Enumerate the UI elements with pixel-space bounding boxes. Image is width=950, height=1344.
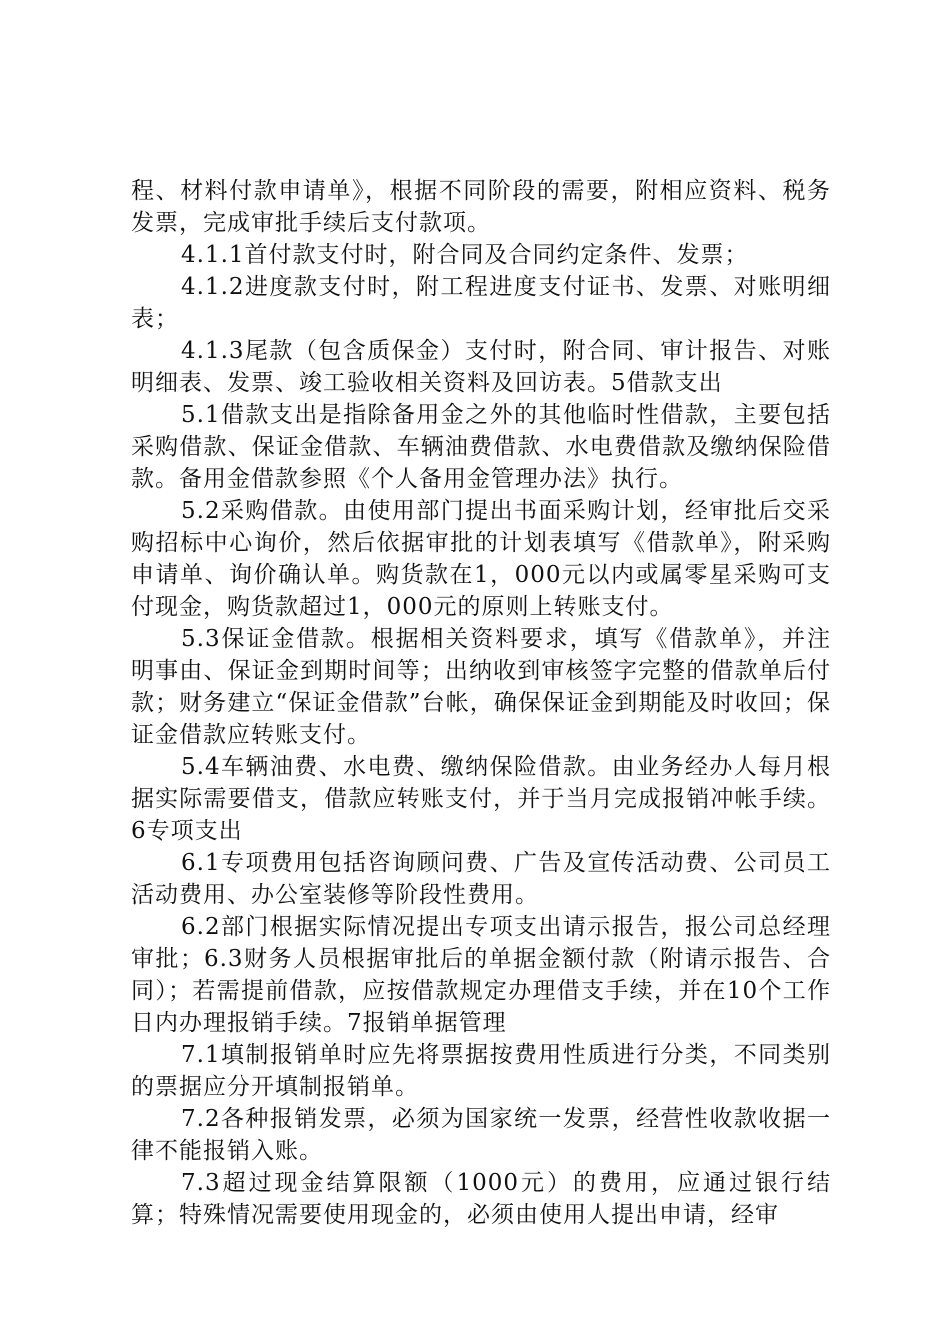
paragraph-7-1: 7.1填制报销单时应先将票据按费用性质进行分类，不同类别的票据应分开填制报销单。 xyxy=(131,1042,831,1100)
paragraph-7-3: 7.3超过现金结算限额（1000元）的费用，应通过银行结算；特殊情况需要使用现金的，必须由使用人提出申请，经审 xyxy=(131,1170,831,1228)
paragraph-5-2: 5.2采购借款。由使用部门提出书面采购计划，经审批后交采购招标中心询价，然后依据审批的计划表填写《借款单》，附采购申请单、询价确认单。购货款在1，000元以内或属零星采购可支付现金，购货款超过1，000元的原则上转账支付。 xyxy=(131,498,831,620)
paragraph-5-3: 5.3保证金借款。根据相关资料要求，填写《借款单》，并注明事由、保证金到期时间等；出纳收到审核签字完整的借款单后付款；财务建立“保证金借款”台帐，确保保证金到期能及时收回；保证金借款应转账支付。 xyxy=(131,626,831,748)
paragraph-5-1: 5.1借款支出是指除备用金之外的其他临时性借款，主要包括采购借款、保证金借款、车辆油费借款、水电费借款及缴纳保险借款。备用金借款参照《个人备用金管理办法》执行。 xyxy=(131,402,831,492)
paragraph-4-1-3: 4.1.3尾款（包含质保金）支付时，附合同、审计报告、对账明细表、发票、竣工验收相关资料及回访表。5借款支出 xyxy=(131,338,831,396)
paragraph-7-2: 7.2各种报销发票，必须为国家统一发票，经营性收款收据一律不能报销入账。 xyxy=(131,1106,831,1164)
paragraph-4-1-2: 4.1.2进度款支付时，附工程进度支付证书、发票、对账明细表； xyxy=(131,274,831,332)
document-body xyxy=(131,175,831,1231)
paragraph-continuation: 程、材料付款申请单》，根据不同阶段的需要，附相应资料、税务发票，完成审批手续后支付款项。 xyxy=(131,178,831,236)
paragraph-6-2: 6.2部门根据实际情况提出专项支出请示报告，报公司总经理审批；6.3财务人员根据审批后的单据金额付款（附请示报告、合同）；若需提前借款，应按借款规定办理借支手续，并在10个工作日内办理报销手续。7报销单据管理 xyxy=(131,914,831,1036)
paragraph-4-1-1: 4.1.1首付款支付时，附合同及合同约定条件、发票； xyxy=(181,242,749,268)
paragraph-6-1: 6.1专项费用包括咨询顾问费、广告及宣传活动费、公司员工活动费用、办公室装修等阶段性费用。 xyxy=(131,850,831,908)
paragraph-5-4: 5.4车辆油费、水电费、缴纳保险借款。由业务经办人每月根据实际需要借支，借款应转账支付，并于当月完成报销冲帐手续。6专项支出 xyxy=(131,754,831,844)
